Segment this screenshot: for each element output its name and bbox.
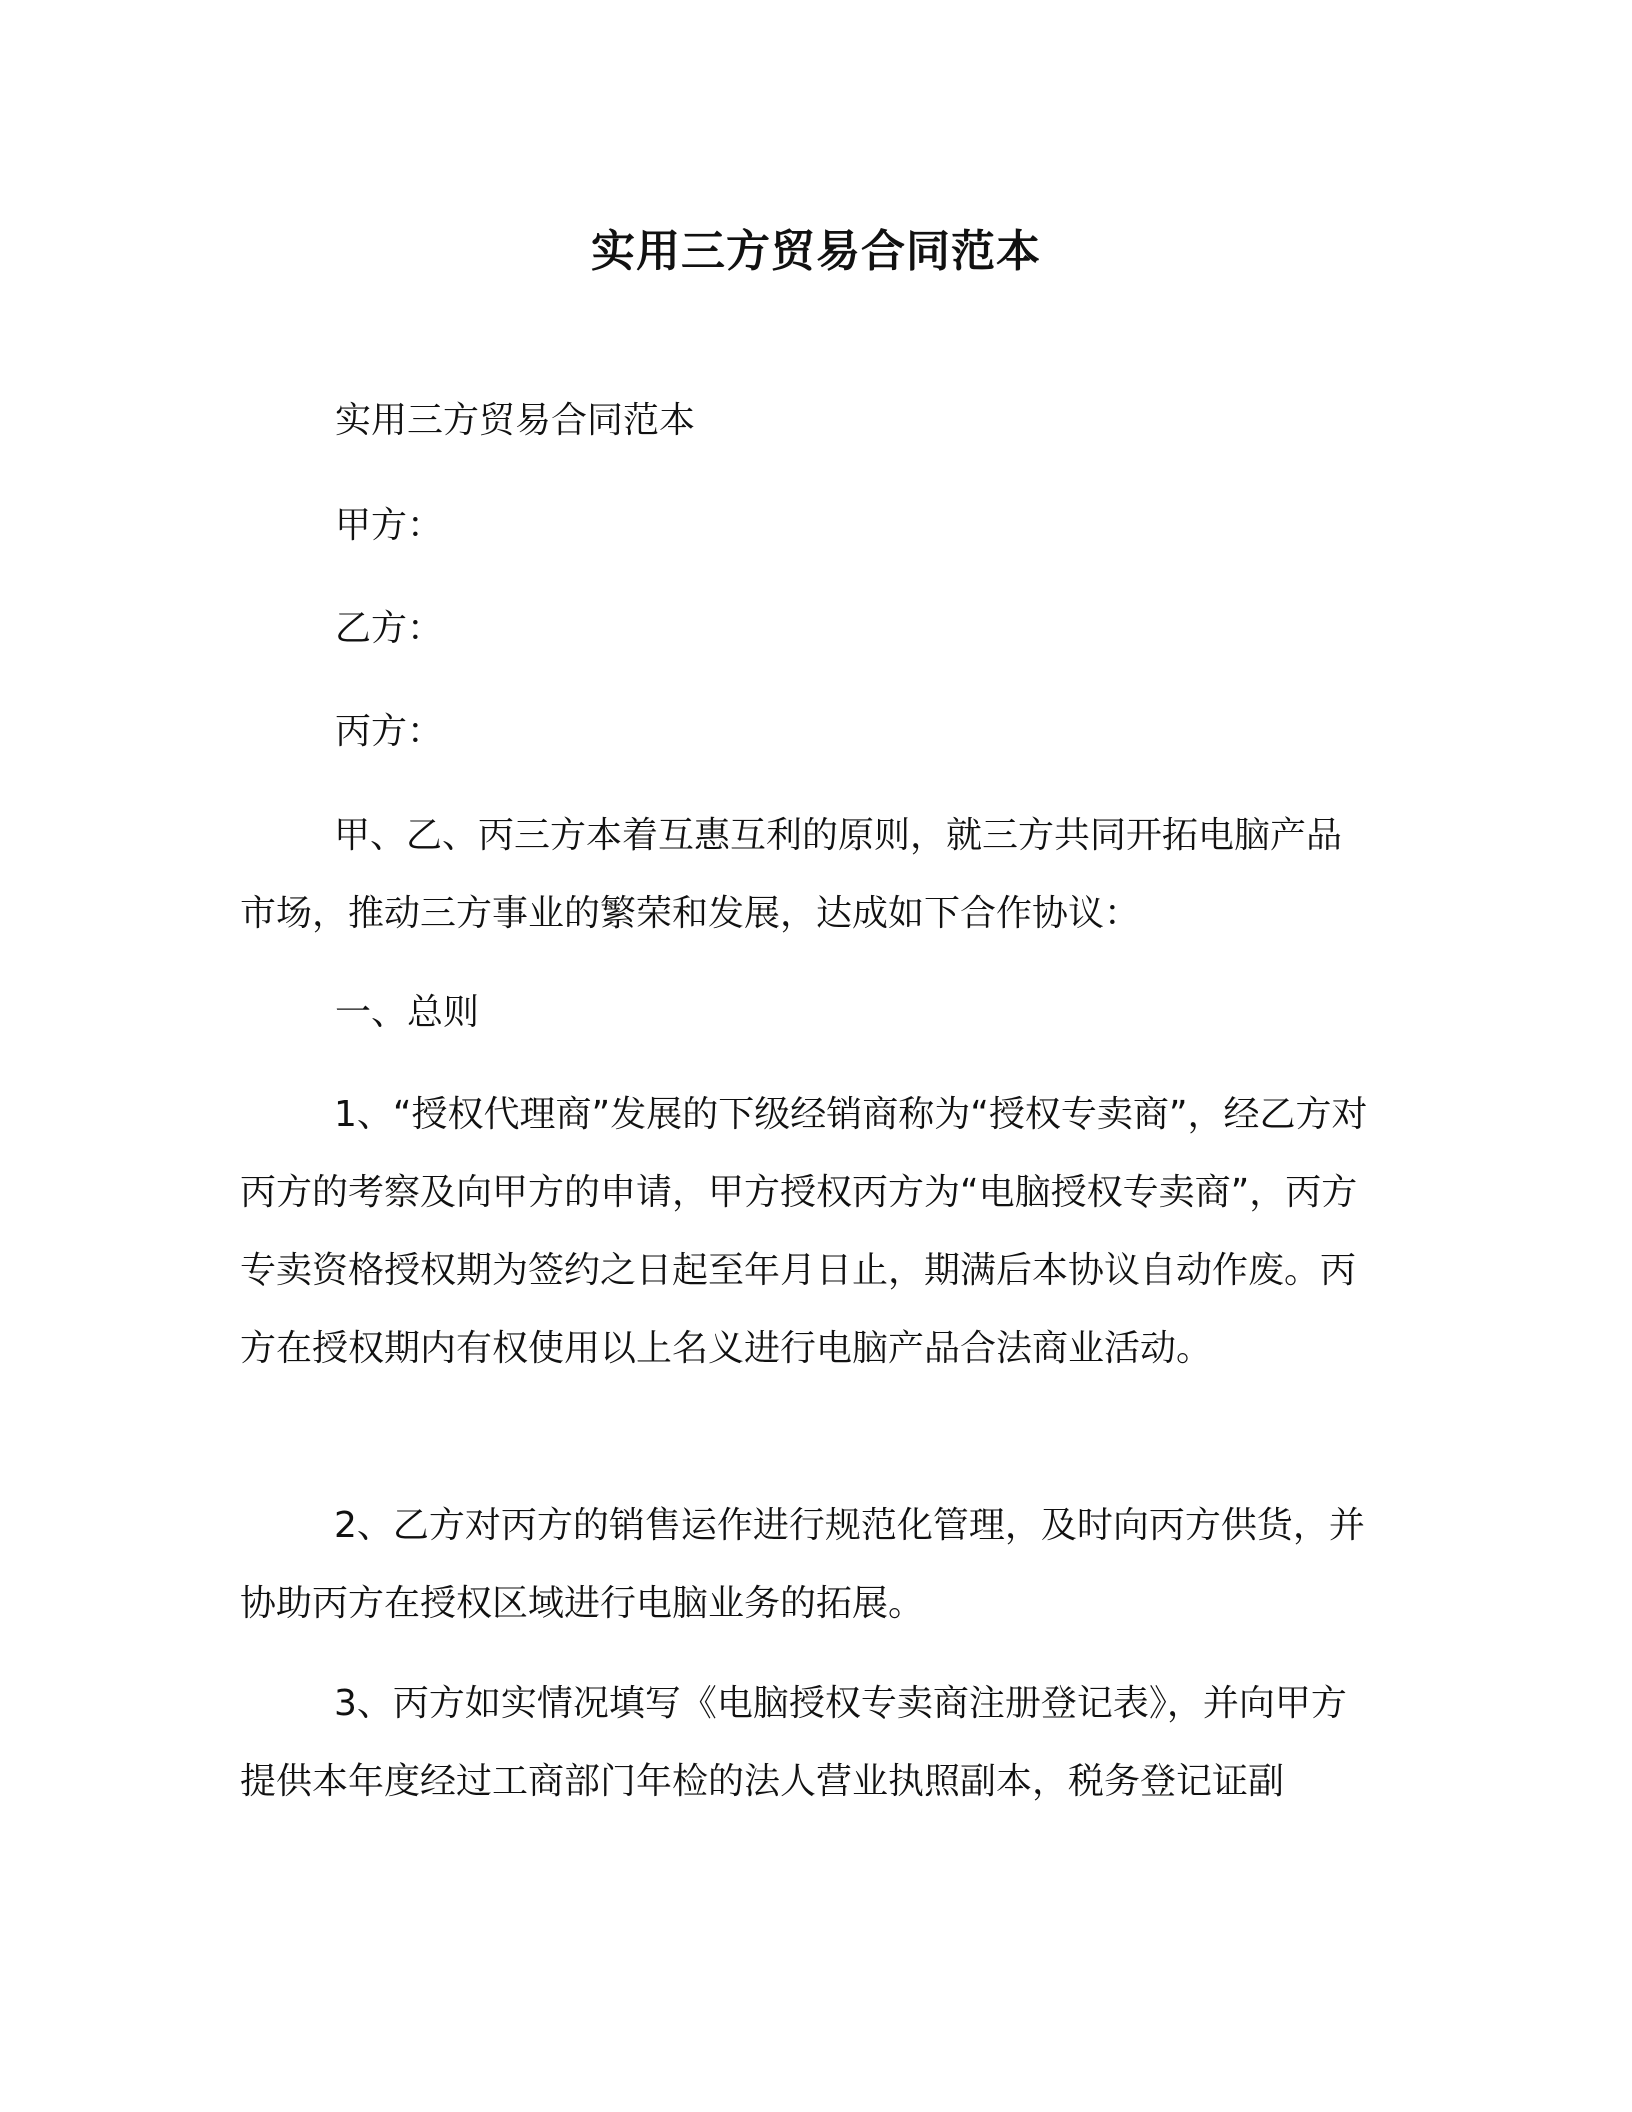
clause-3-paragraph: 3、丙方如实情况填写《电脑授权专卖商注册登记表》，并向甲方提供本年度经过工商部门年检的法人营业执照副本，税务登记证副 [240,1683,1347,1802]
party-c-label: 丙方： [335,711,444,752]
section-1-heading: 一、总则 [335,992,480,1033]
party-b-label: 乙方： [335,608,444,649]
clause-2-paragraph: 2、乙方对丙方的销售运作进行规范化管理，及时向丙方供货，并协助丙方在授权区域进行电脑业务的拓展。 [240,1505,1365,1624]
clause-1-paragraph: 1、“授权代理商”发展的下级经销商称为“授权专卖商”，经乙方对丙方的考察及向甲方的申请，甲方授权丙方为“电脑授权专卖商”，丙方专卖资格授权期为签约之日起至年月日止，期满后本协议自动作废。丙方在授权期内有权使用以上名义进行电脑产品合法商业活动。 [240,1094,1368,1369]
intro-paragraph: 甲、乙、丙三方本着互惠互利的原则，就三方共同开拓电脑产品市场，推动三方事业的繁荣和发展，达成如下合作协议： [240,815,1343,934]
party-a-label: 甲方： [335,505,444,546]
document-title: 实用三方贸易合同范本 [591,226,1041,277]
document-subtitle: 实用三方贸易合同范本 [335,400,696,441]
